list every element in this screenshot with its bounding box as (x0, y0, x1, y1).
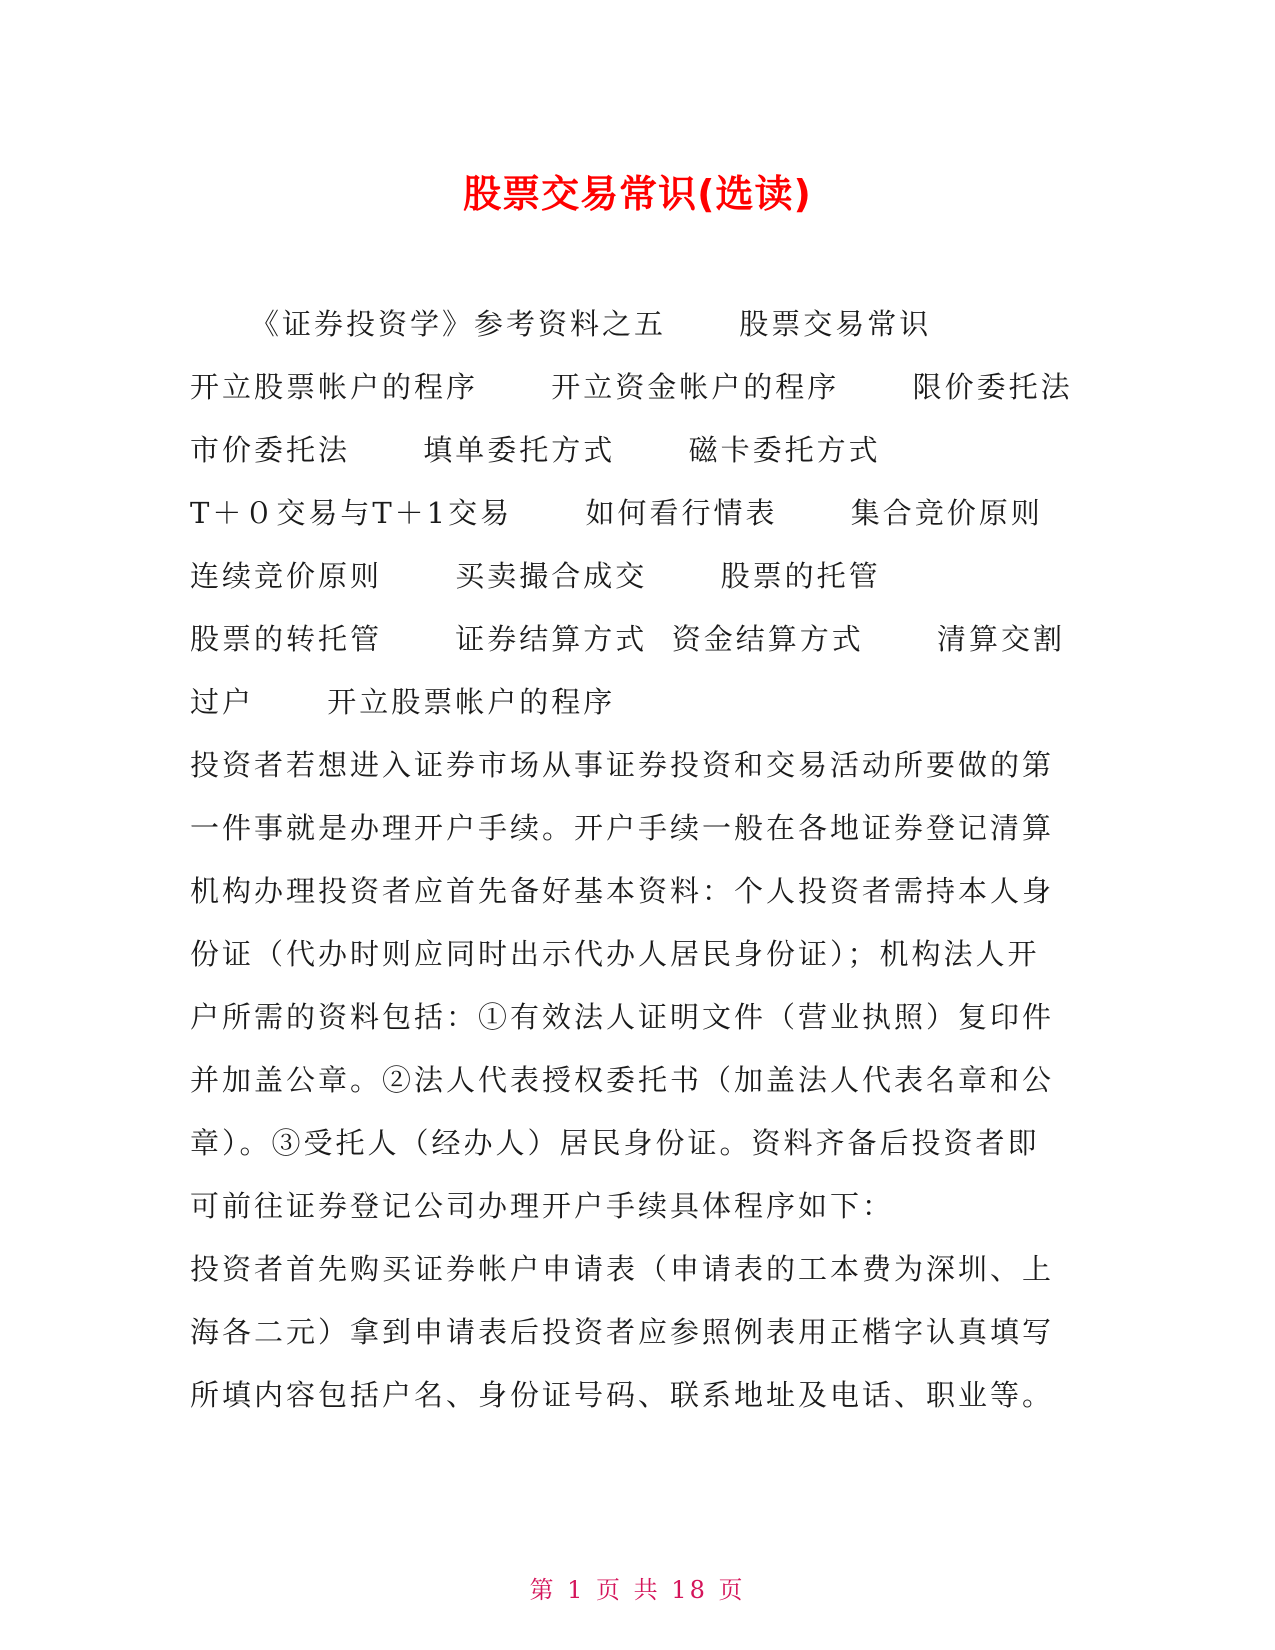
toc-line: 股票的转托管 证券结算方式 资金结算方式 清算交割 (190, 622, 1066, 656)
toc-line: 市价委托法 填单委托方式 磁卡委托方式 (190, 433, 881, 467)
toc-line: 连续竞价原则 买卖撮合成交 股票的托管 (190, 559, 881, 593)
document-body (190, 293, 1090, 1427)
paragraph-line: 一件事就是办理开户手续。开户手续一般在各地证券登记清算 (190, 811, 1055, 845)
paragraph-line: 并加盖公章。②法人代表授权委托书（加盖法人代表名章和公 (190, 1063, 1055, 1097)
paragraph-line: 户所需的资料包括：①有效法人证明文件（营业执照）复印件 (190, 1000, 1055, 1034)
document-title: 股票交易常识(选读) (463, 172, 812, 216)
paragraph-line: 份证（代办时则应同时出示代办人居民身份证）；机构法人开 (190, 937, 1040, 971)
toc-line: T＋０交易与T＋1交易 如何看行情表 集合竞价原则 (190, 496, 1043, 530)
toc-line: 《证券投资学》参考资料之五 股票交易常识 (250, 307, 932, 341)
toc-line: 过户 开立股票帐户的程序 (190, 685, 616, 719)
paragraph-line: 所填内容包括户名、身份证号码、联系地址及电话、职业等。 (190, 1378, 1055, 1412)
paragraph-line: 可前往证券登记公司办理开户手续具体程序如下： (190, 1189, 895, 1223)
toc-line: 开立股票帐户的程序 开立资金帐户的程序 限价委托法 (190, 370, 1073, 404)
paragraph-line: 投资者首先购买证券帐户申请表（申请表的工本费为深圳、上 (190, 1252, 1055, 1286)
paragraph-line: 投资者若想进入证券市场从事证券投资和交易活动所要做的第 (190, 748, 1055, 782)
page-number-footer: 第 1 页 共 18 页 (529, 1576, 746, 1604)
paragraph-line: 章）。③受托人（经办人）居民身份证。资料齐备后投资者即 (190, 1126, 1040, 1160)
paragraph-line: 机构办理投资者应首先备好基本资料：个人投资者需持本人身 (190, 874, 1055, 908)
paragraph-line: 海各二元）拿到申请表后投资者应参照例表用正楷字认真填写 (190, 1315, 1055, 1349)
